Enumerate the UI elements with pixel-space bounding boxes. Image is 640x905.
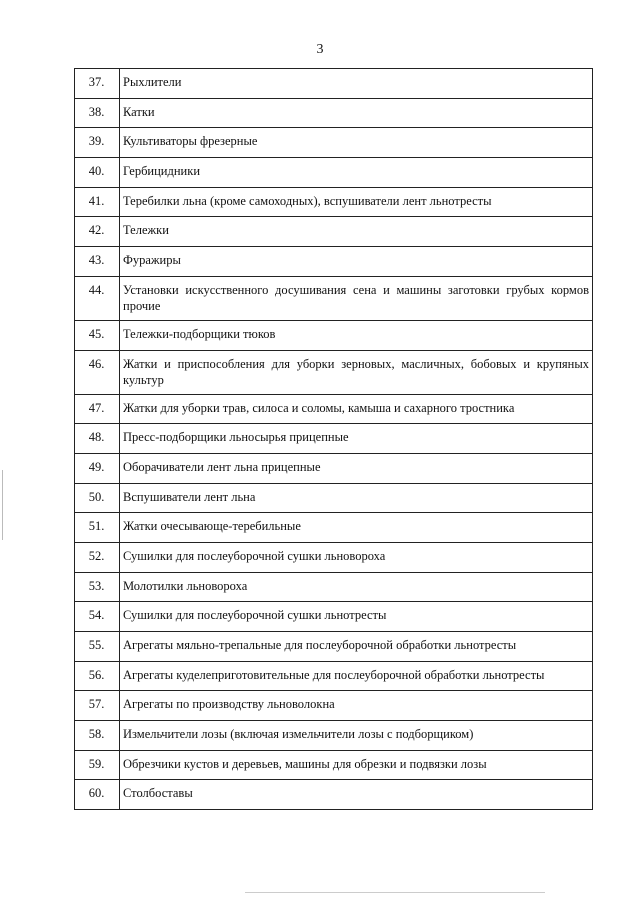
row-number: 52. [75, 542, 120, 572]
scan-artifact-left [2, 470, 3, 540]
row-number: 39. [75, 128, 120, 158]
row-equipment-name: Столбоставы [120, 780, 593, 810]
table-row [75, 602, 593, 632]
row-equipment-name: Установки искусственного досушивания сена и машины заготовки грубых кормов прочие [120, 276, 593, 320]
row-equipment-name: Культиваторы фрезерные [120, 128, 593, 158]
row-number: 54. [75, 602, 120, 632]
row-equipment-name: Молотилки льновороха [120, 572, 593, 602]
table-row [75, 721, 593, 751]
row-number: 50. [75, 483, 120, 513]
row-equipment-name: Катки [120, 98, 593, 128]
row-number: 41. [75, 187, 120, 217]
page-number: 3 [316, 42, 324, 57]
row-number: 53. [75, 572, 120, 602]
table-row [75, 780, 593, 810]
table-row [75, 69, 593, 99]
row-number: 42. [75, 217, 120, 247]
table-row [75, 572, 593, 602]
row-number: 60. [75, 780, 120, 810]
row-number: 58. [75, 721, 120, 751]
table-row [75, 542, 593, 572]
table-row [75, 350, 593, 394]
row-equipment-name: Тележки [120, 217, 593, 247]
row-number: 55. [75, 632, 120, 662]
table-row [75, 158, 593, 188]
table-row [75, 187, 593, 217]
table-row [75, 98, 593, 128]
row-number: 45. [75, 320, 120, 350]
row-number: 38. [75, 98, 120, 128]
row-number: 47. [75, 394, 120, 424]
row-number: 48. [75, 424, 120, 454]
table-row [75, 128, 593, 158]
table-row [75, 424, 593, 454]
table-row [75, 483, 593, 513]
row-equipment-name: Жатки и приспособления для уборки зерновых, масличных, бобовых и крупяных культур [120, 350, 593, 394]
row-equipment-name: Пресс-подборщики льносырья прицепные [120, 424, 593, 454]
row-equipment-name: Агрегаты куделеприготовительные для послеуборочной обработки льнотресты [120, 661, 593, 691]
table-row [75, 453, 593, 483]
row-number: 59. [75, 750, 120, 780]
row-number: 37. [75, 69, 120, 99]
equipment-table-body [75, 69, 593, 810]
row-equipment-name: Фуражиры [120, 247, 593, 277]
row-number: 40. [75, 158, 120, 188]
row-number: 46. [75, 350, 120, 394]
table-row [75, 750, 593, 780]
table-row [75, 320, 593, 350]
row-equipment-name: Оборачиватели лент льна прицепные [120, 453, 593, 483]
row-equipment-name: Гербицидники [120, 158, 593, 188]
table-row [75, 513, 593, 543]
row-number: 43. [75, 247, 120, 277]
row-number: 56. [75, 661, 120, 691]
row-number: 51. [75, 513, 120, 543]
table-row [75, 276, 593, 320]
row-equipment-name: Сушилки для послеуборочной сушки льновороха [120, 542, 593, 572]
table-row [75, 247, 593, 277]
row-equipment-name: Обрезчики кустов и деревьев, машины для обрезки и подвязки лозы [120, 750, 593, 780]
row-number: 49. [75, 453, 120, 483]
table-row [75, 217, 593, 247]
table-row [75, 632, 593, 662]
row-equipment-name: Сушилки для послеуборочной сушки льнотресты [120, 602, 593, 632]
row-equipment-name: Рыхлители [120, 69, 593, 99]
scan-artifact-bottom [245, 892, 545, 893]
row-equipment-name: Измельчители лозы (включая измельчители лозы с подборщиком) [120, 721, 593, 751]
table-row [75, 691, 593, 721]
table-row [75, 394, 593, 424]
row-equipment-name: Агрегаты мяльно-трепальные для послеуборочной обработки льнотресты [120, 632, 593, 662]
row-equipment-name: Вспушиватели лент льна [120, 483, 593, 513]
row-number: 57. [75, 691, 120, 721]
row-equipment-name: Тележки-подборщики тюков [120, 320, 593, 350]
row-equipment-name: Жатки для уборки трав, силоса и соломы, камыша и сахарного тростника [120, 394, 593, 424]
row-equipment-name: Теребилки льна (кроме самоходных), вспушиватели лент льнотресты [120, 187, 593, 217]
equipment-table [74, 68, 593, 810]
table-row [75, 661, 593, 691]
row-equipment-name: Агрегаты по производству льноволокна [120, 691, 593, 721]
row-number: 44. [75, 276, 120, 320]
row-equipment-name: Жатки очесывающе-теребильные [120, 513, 593, 543]
